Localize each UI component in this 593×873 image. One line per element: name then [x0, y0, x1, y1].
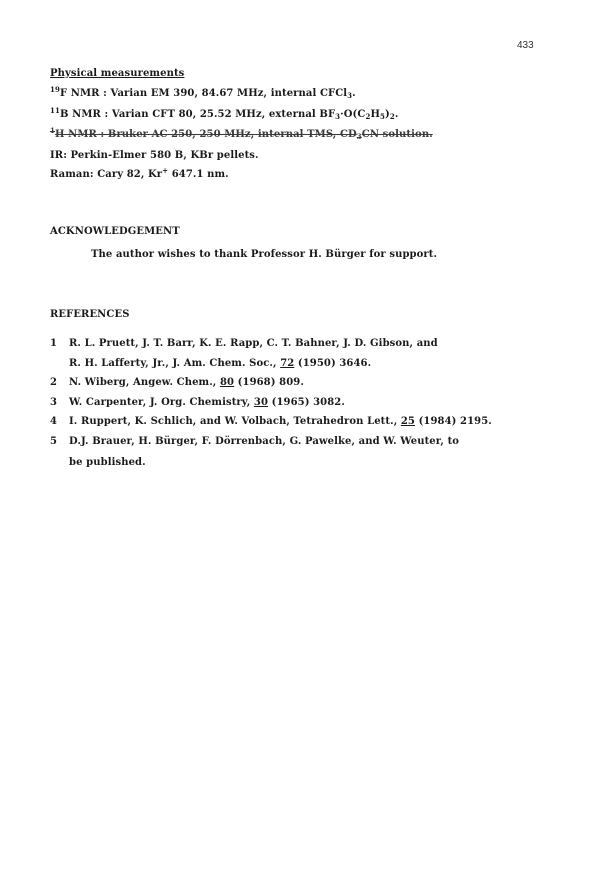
subscript: 3 [356, 132, 362, 141]
volume-number: 72 [280, 358, 295, 369]
reference-item-1-continuation [69, 358, 371, 369]
raman-line [50, 166, 229, 180]
formula-part: H [370, 109, 380, 120]
nucleus-label: H NMR [54, 129, 97, 140]
acknowledgement-text: The author wishes to thank Professor H. Bürger for support. [91, 249, 438, 260]
reference-text: I. Ruppert, K. Schlich, and W. Volbach, Tetrahedron Lett., [69, 416, 401, 427]
reference-item-3 [50, 397, 345, 408]
volume-number: 80 [219, 377, 235, 388]
b11-nmr-line [50, 106, 399, 121]
nucleus-label: F NMR [59, 88, 100, 99]
subscript: 5 [380, 112, 385, 121]
acknowledgement-heading: ACKNOWLEDGEMENT [50, 226, 180, 237]
nucleus-label: B NMR [59, 109, 101, 120]
line-end: . [352, 88, 356, 99]
reference-text: N. Wiberg, Angew. Chem., [69, 377, 220, 388]
references-heading: REFERENCES [50, 309, 130, 320]
raman-text: Raman: Cary 82, Kr [50, 169, 163, 180]
reference-item-2 [50, 377, 304, 388]
subscript: 2 [365, 112, 371, 121]
line-end: . [394, 109, 399, 120]
raman-text-end: 647.1 nm. [168, 169, 229, 180]
instrument-text: : Varian CFT 80, 25.52 MHz, external BF [100, 109, 336, 120]
reference-text-end: (1968) 809. [234, 377, 304, 388]
reference-item-4 [50, 416, 492, 427]
isotope-number: 1 [50, 126, 55, 135]
reference-number: 5 [50, 436, 58, 447]
formula-part: ·O(C [340, 109, 366, 120]
subscript: 2 [389, 112, 395, 121]
reference-text: D.J. Brauer, H. Bürger, F. Dörrenbach, G. Pawelke, and W. Weuter, to [69, 436, 460, 447]
reference-number: 1 [50, 338, 58, 349]
ir-line: IR: Perkin-Elmer 580 B, KBr pellets. [50, 150, 259, 161]
page-number: 433 [517, 40, 534, 51]
instrument-text: : Varian EM 390, 84.67 MHz, internal CFCl [99, 88, 348, 99]
reference-number: 3 [50, 397, 58, 408]
isotope-number: 11 [50, 106, 60, 115]
reference-item-1 [50, 338, 438, 349]
line-end: CN solution. [361, 129, 433, 140]
reference-text: R. L. Pruett, J. T. Barr, K. E. Rapp, C. T. Bahner, J. D. Gibson, and [69, 338, 438, 349]
reference-text-end: (1950) 3646. [294, 358, 372, 369]
reference-number: 4 [50, 416, 58, 427]
instrument-text: : Bruker AC 250, 250 MHz, internal TMS, CD [96, 129, 357, 140]
subscript: 3 [347, 91, 353, 100]
formula-part: ) [384, 109, 390, 120]
f19-nmr-line [50, 85, 356, 100]
isotope-number: 19 [50, 85, 60, 94]
reference-item-5-continuation: be published. [69, 457, 146, 468]
volume-number: 30 [253, 397, 269, 408]
reference-text-end: (1984) 2195. [414, 416, 492, 427]
volume-number: 25 [400, 416, 415, 427]
reference-text: W. Carpenter, J. Org. Chemistry, [69, 397, 254, 408]
reference-text-end: (1965) 3082. [268, 397, 345, 408]
superscript: + [162, 166, 169, 175]
physical-measurements-heading: Physical measurements [50, 68, 185, 79]
reference-text: R. H. Lafferty, Jr., J. Am. Chem. Soc., [69, 358, 281, 369]
subscript: 3 [335, 112, 341, 121]
reference-number: 2 [50, 377, 58, 388]
reference-item-5 [50, 436, 459, 447]
h1-nmr-line [50, 126, 433, 141]
